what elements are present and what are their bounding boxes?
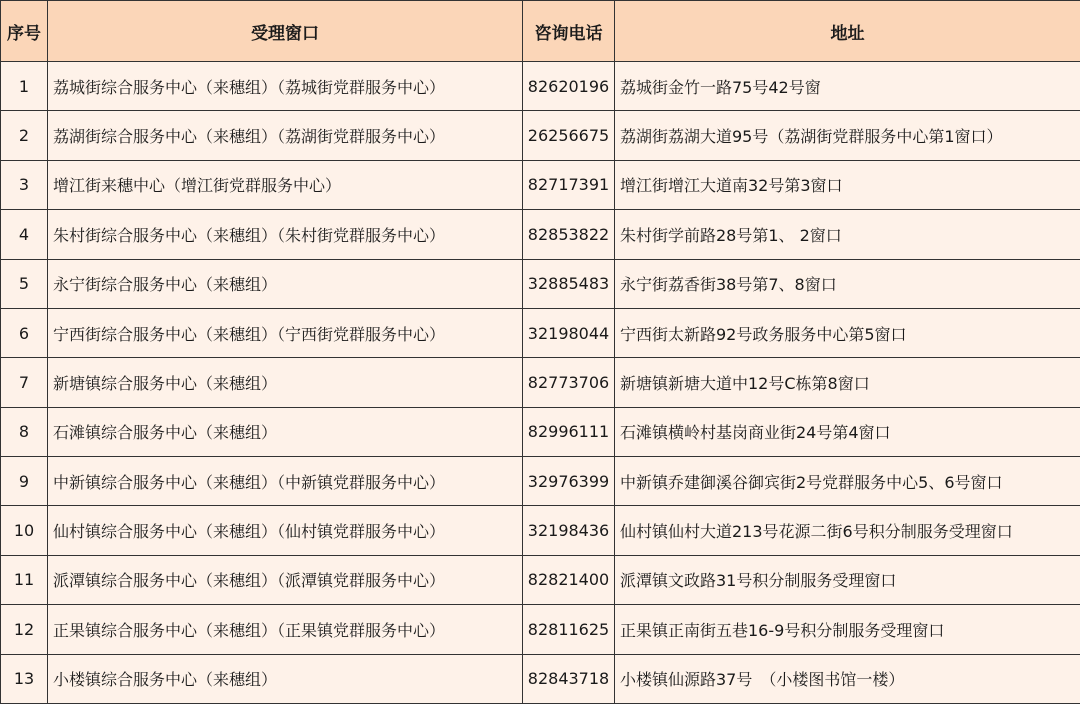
table-row <box>1 358 1080 407</box>
row-phone: 82773706 <box>523 358 615 407</box>
row-phone: 82843718 <box>523 654 615 704</box>
row-window: 荔湖街综合服务中心（来穗组）（荔湖街党群服务中心） <box>48 111 523 160</box>
row-address: 荔城街金竹一路75号42号窗 <box>615 62 1080 111</box>
row-phone: 32885483 <box>523 259 615 308</box>
table-row <box>1 259 1080 308</box>
table-row <box>1 654 1080 704</box>
row-window: 中新镇综合服务中心（来穗组）（中新镇党群服务中心） <box>48 457 523 506</box>
row-address: 仙村镇仙村大道213号花源二街6号积分制服务受理窗口 <box>615 506 1080 555</box>
row-window: 荔城街综合服务中心（来穗组）（荔城街党群服务中心） <box>48 62 523 111</box>
row-phone: 82821400 <box>523 555 615 604</box>
header-number: 序号 <box>1 1 48 62</box>
row-address: 小楼镇仙源路37号 （小楼图书馆一楼） <box>615 654 1080 704</box>
row-window: 宁西街综合服务中心（来穗组）（宁西街党群服务中心） <box>48 308 523 357</box>
row-number: 9 <box>1 457 48 506</box>
row-phone: 82853822 <box>523 210 615 259</box>
row-phone: 82811625 <box>523 605 615 654</box>
table-row <box>1 160 1080 209</box>
row-phone: 26256675 <box>523 111 615 160</box>
row-number: 11 <box>1 555 48 604</box>
row-phone: 82620196 <box>523 62 615 111</box>
table-row <box>1 555 1080 604</box>
row-address: 朱村街学前路28号第1、 2窗口 <box>615 210 1080 259</box>
table-row <box>1 62 1080 111</box>
row-window: 小楼镇综合服务中心（来穗组） <box>48 654 523 704</box>
table-row <box>1 457 1080 506</box>
row-number: 5 <box>1 259 48 308</box>
row-number: 7 <box>1 358 48 407</box>
row-address: 荔湖街荔湖大道95号（荔湖街党群服务中心第1窗口） <box>615 111 1080 160</box>
row-address: 增江街增江大道南32号第3窗口 <box>615 160 1080 209</box>
row-address: 正果镇正南街五巷16-9号积分制服务受理窗口 <box>615 605 1080 654</box>
row-address: 派潭镇文政路31号积分制服务受理窗口 <box>615 555 1080 604</box>
row-phone: 82717391 <box>523 160 615 209</box>
header-row <box>1 1 1080 62</box>
header-window: 受理窗口 <box>48 1 523 62</box>
row-address: 永宁街荔香街38号第7、8窗口 <box>615 259 1080 308</box>
row-number: 4 <box>1 210 48 259</box>
row-window: 仙村镇综合服务中心（来穗组）（仙村镇党群服务中心） <box>48 506 523 555</box>
row-number: 10 <box>1 506 48 555</box>
row-window: 朱村街综合服务中心（来穗组）（朱村街党群服务中心） <box>48 210 523 259</box>
row-number: 12 <box>1 605 48 654</box>
table-row <box>1 506 1080 555</box>
row-address: 宁西街太新路92号政务服务中心第5窗口 <box>615 308 1080 357</box>
row-window: 增江街来穗中心（增江街党群服务中心） <box>48 160 523 209</box>
row-phone: 32976399 <box>523 457 615 506</box>
table-row <box>1 407 1080 456</box>
table-row <box>1 111 1080 160</box>
row-number: 1 <box>1 62 48 111</box>
row-window: 新塘镇综合服务中心（来穗组） <box>48 358 523 407</box>
row-phone: 82996111 <box>523 407 615 456</box>
row-window: 永宁街综合服务中心（来穗组） <box>48 259 523 308</box>
row-address: 新塘镇新塘大道中12号C栋第8窗口 <box>615 358 1080 407</box>
row-number: 8 <box>1 407 48 456</box>
row-number: 2 <box>1 111 48 160</box>
row-number: 3 <box>1 160 48 209</box>
header-phone: 咨询电话 <box>523 1 615 62</box>
row-number: 6 <box>1 308 48 357</box>
table-row <box>1 210 1080 259</box>
table-row <box>1 308 1080 357</box>
row-phone: 32198044 <box>523 308 615 357</box>
header-address: 地址 <box>615 1 1080 62</box>
row-address: 石滩镇横岭村基岗商业街24号第4窗口 <box>615 407 1080 456</box>
row-window: 派潭镇综合服务中心（来穗组）（派潭镇党群服务中心） <box>48 555 523 604</box>
row-address: 中新镇乔建御溪谷御宾街2号党群服务中心5、6号窗口 <box>615 457 1080 506</box>
row-window: 正果镇综合服务中心（来穗组）（正果镇党群服务中心） <box>48 605 523 654</box>
row-number: 13 <box>1 654 48 704</box>
table-row <box>1 605 1080 654</box>
row-phone: 32198436 <box>523 506 615 555</box>
row-window: 石滩镇综合服务中心（来穗组） <box>48 407 523 456</box>
